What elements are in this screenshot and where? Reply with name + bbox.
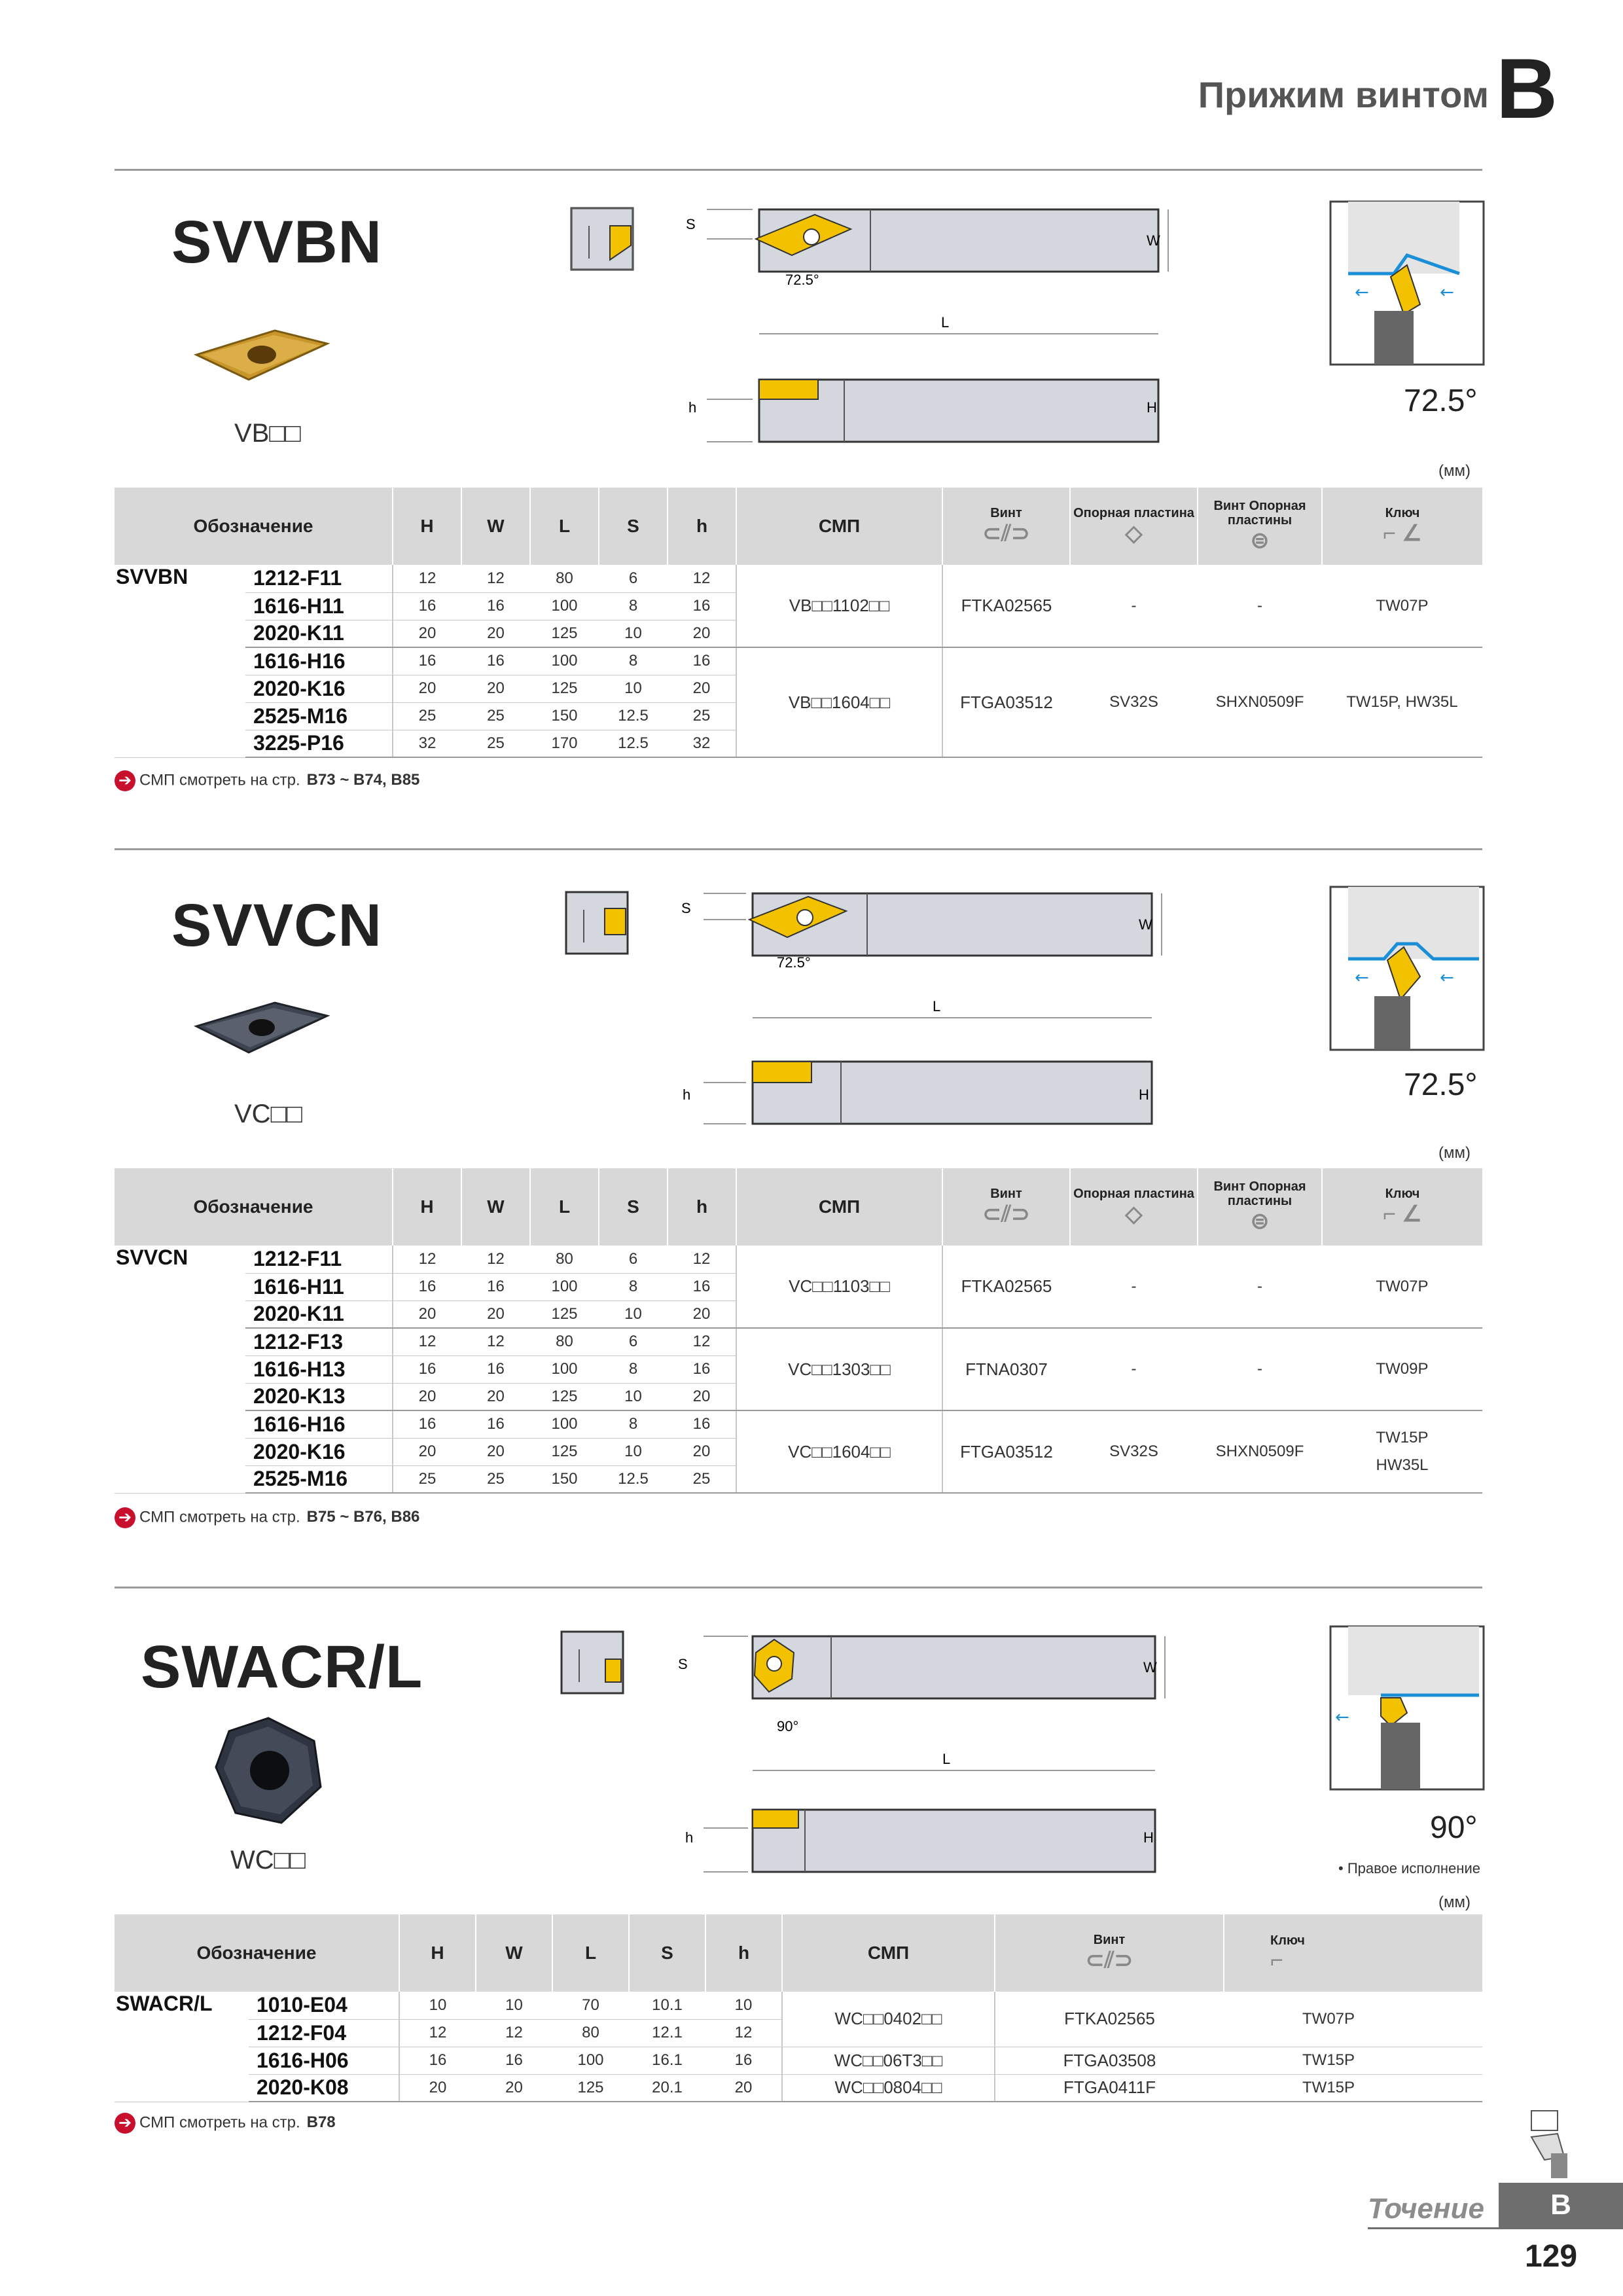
key-icon: ⌐ — [1270, 1947, 1283, 1973]
th-shim: Опорная пластина ◇ — [1070, 488, 1198, 565]
table-row: SWACR/L 1010-E04 10 10 70 10.1 10 WC□□0402□□ FTKA02565 TW07P — [115, 1992, 1482, 2019]
th-key: Ключ ⌐ — [1224, 1914, 1482, 1992]
approach-angle: 90° — [1430, 1810, 1478, 1845]
th-shim-screw: Винт Опорная пластины ⊜ — [1198, 488, 1322, 565]
key-icon: ⌐ ∠ — [1383, 521, 1422, 546]
model-title: SVVBN — [171, 209, 382, 276]
tool-technical-drawing — [677, 884, 1201, 1139]
screw-icon: ⊂⫽⊃ — [982, 521, 1030, 546]
th-screw: Винт ⊂⫽⊃ — [942, 488, 1070, 565]
tool-technical-drawing — [677, 1623, 1201, 1878]
key-icon: ⌐ ∠ — [1383, 1202, 1422, 1227]
dim-w: W — [1139, 916, 1152, 933]
th-H: H — [393, 1168, 461, 1246]
insert-photo-wc — [209, 1715, 327, 1826]
hand-note: • Правое исполнение — [1338, 1860, 1480, 1876]
dim-angle: 72.5° — [777, 954, 811, 971]
insert-reference: ➔ СМП смотреть на стр. B78 — [115, 2113, 336, 2134]
insert-photo-vb — [190, 321, 334, 386]
spec-table — [115, 1914, 1482, 2102]
th-L: L — [530, 488, 599, 565]
tool-end-view — [569, 206, 636, 273]
th-W: W — [461, 1168, 530, 1246]
dim-h: h — [688, 399, 697, 416]
th-key: Ключ ⌐ ∠ — [1322, 1168, 1482, 1246]
dim-s: S — [681, 900, 691, 916]
footer-section-name: Точение — [1368, 2193, 1484, 2225]
table-row: 1616-H11 16 16 100 8 16 — [115, 1273, 1482, 1300]
turning-tool-icon — [1518, 2108, 1577, 2179]
page-number: 129 — [1525, 2239, 1578, 2274]
approach-angle: 72.5° — [1404, 1067, 1478, 1102]
th-designation: Обозначение — [115, 488, 393, 565]
svg-text:←: ← — [1440, 283, 1454, 302]
screw-icon: ⊂⫽⊃ — [982, 1202, 1030, 1227]
application-diagram — [1329, 885, 1486, 1052]
th-W: W — [476, 1914, 552, 1992]
footer-section-tab: B — [1499, 2183, 1623, 2227]
dim-h: h — [685, 1829, 694, 1846]
dim-l: L — [942, 1751, 951, 1767]
series-code: SWACR/L — [115, 1992, 249, 2102]
th-W: W — [461, 488, 530, 565]
footer-line — [1368, 2227, 1623, 2229]
tool-end-view — [560, 1630, 626, 1696]
th-shim-screw: Винт Опорная пластины ⊜ — [1198, 1168, 1322, 1246]
insert-code: VB□□ — [234, 419, 301, 448]
shim-icon: ◇ — [1125, 1202, 1143, 1227]
th-screw: Винт ⊂⫽⊃ — [995, 1914, 1224, 1992]
approach-angle: 72.5° — [1404, 384, 1478, 418]
shim-screw-icon: ⊜ — [1250, 1209, 1270, 1234]
th-S: S — [599, 1168, 668, 1246]
model-title: SWACR/L — [141, 1634, 423, 1700]
table-row: 2525-M16 25 25 150 12.5 25 — [115, 702, 1482, 730]
dim-s: S — [678, 1656, 688, 1672]
th-smp: СМП — [782, 1914, 995, 1992]
table-row: 1212-F04 12 12 80 12.1 12 — [115, 2019, 1482, 2047]
table-row: 2020-K08 20 20 125 20.1 20 WC□□0804□□ FTGA0411F TW15P — [115, 2074, 1482, 2102]
dim-angle: 90° — [777, 1718, 799, 1734]
table-row: 2525-M16 25 25 150 12.5 25 — [115, 1465, 1482, 1493]
table-row: 2020-K11 20 20 125 10 20 — [115, 1300, 1482, 1328]
table-row: 2020-K11 20 20 125 10 20 — [115, 620, 1482, 647]
page-header-letter: B — [1496, 41, 1558, 136]
svg-text:←: ← — [1440, 968, 1454, 988]
application-diagram — [1329, 200, 1486, 367]
table-row: 1212-F13 12 12 80 6 12 VC□□1303□□ FTNA0307 - - TW09P — [115, 1328, 1482, 1355]
insert-photo-vc — [190, 995, 334, 1060]
th-key: Ключ ⌐ ∠ — [1322, 488, 1482, 565]
svg-text:←: ← — [1355, 968, 1369, 988]
th-L: L — [552, 1914, 629, 1992]
dim-angle: 72.5° — [785, 272, 819, 288]
tool-technical-drawing — [681, 196, 1204, 458]
th-shim: Опорная пластина ◇ — [1070, 1168, 1198, 1246]
th-L: L — [530, 1168, 599, 1246]
units-label: (мм) — [1438, 462, 1471, 480]
table-row: 2020-K16 20 20 125 10 20 — [115, 675, 1482, 702]
dim-h: h — [683, 1086, 691, 1103]
spec-table — [115, 488, 1482, 758]
divider — [115, 1587, 1482, 1588]
th-H: H — [399, 1914, 476, 1992]
svg-text:←: ← — [1335, 1708, 1349, 1727]
shim-icon: ◇ — [1125, 521, 1143, 546]
th-H: H — [393, 488, 461, 565]
th-h: h — [668, 488, 736, 565]
divider — [115, 169, 1482, 171]
application-diagram — [1329, 1624, 1486, 1791]
dim-l: L — [941, 314, 950, 331]
th-h: h — [705, 1914, 782, 1992]
arrow-right-icon: ➔ — [115, 770, 135, 791]
th-smp: СМП — [736, 1168, 942, 1246]
th-smp: СМП — [736, 488, 942, 565]
dim-w: W — [1143, 1659, 1157, 1676]
arrow-right-icon: ➔ — [115, 2113, 135, 2134]
th-designation: Обозначение — [115, 1914, 399, 1992]
th-S: S — [629, 1914, 705, 1992]
table-row: 2020-K13 20 20 125 10 20 — [115, 1383, 1482, 1410]
units-label: (мм) — [1438, 1144, 1471, 1162]
spec-table — [115, 1168, 1482, 1494]
table-row: SVVCN 1212-F11 12 12 80 6 12 VC□□1103□□ FTKA02565 - - TW07P — [115, 1246, 1482, 1273]
insert-code: VC□□ — [234, 1100, 302, 1128]
arrow-right-icon: ➔ — [115, 1507, 135, 1528]
dim-H: H — [1147, 399, 1157, 416]
table-row: 1616-H16 16 16 100 8 16 VB□□1604□□ FTGA03512 SV32S SHXN0509F TW15P, HW35L — [115, 647, 1482, 675]
dim-H: H — [1143, 1829, 1154, 1846]
svg-text:←: ← — [1355, 283, 1369, 302]
series-code: SVVBN — [115, 565, 245, 757]
table-row: 2020-K16 20 20 125 10 20 — [115, 1438, 1482, 1465]
th-h: h — [668, 1168, 736, 1246]
shim-screw-icon: ⊜ — [1250, 528, 1270, 553]
table-row: 1616-H16 16 16 100 8 16 VC□□1604□□ FTGA03512 SV32S SHXN0509F TW15P HW35L — [115, 1410, 1482, 1438]
table-row: 3225-P16 32 25 170 12.5 32 — [115, 730, 1482, 757]
series-code: SVVCN — [115, 1246, 245, 1493]
th-S: S — [599, 488, 668, 565]
page-header-title: Прижим винтом — [1198, 74, 1489, 115]
table-row: 1616-H11 16 16 100 8 16 — [115, 592, 1482, 620]
th-screw: Винт ⊂⫽⊃ — [942, 1168, 1070, 1246]
dim-H: H — [1139, 1086, 1149, 1103]
screw-icon: ⊂⫽⊃ — [1085, 1948, 1133, 1973]
table-row: 1616-H06 16 16 100 16.1 16 WC□□06T3□□ FTGA03508 TW15P — [115, 2047, 1482, 2074]
tool-end-view — [564, 890, 631, 957]
dim-l: L — [933, 998, 941, 1014]
table-row: SVVBN 1212-F11 12 12 80 6 12 VB□□1102□□ FTKA02565 - - TW07P — [115, 565, 1482, 592]
insert-reference: ➔ СМП смотреть на стр. B73 ~ B74, B85 — [115, 770, 419, 791]
table-row: 1616-H13 16 16 100 8 16 — [115, 1355, 1482, 1383]
model-title: SVVCN — [171, 892, 382, 959]
dim-w: W — [1147, 232, 1160, 249]
units-label: (мм) — [1438, 1893, 1471, 1911]
th-designation: Обозначение — [115, 1168, 393, 1246]
insert-code: WC□□ — [230, 1846, 306, 1874]
divider — [115, 848, 1482, 850]
insert-reference: ➔ СМП смотреть на стр. B75 ~ B76, B86 — [115, 1507, 419, 1528]
dim-s: S — [686, 216, 696, 232]
